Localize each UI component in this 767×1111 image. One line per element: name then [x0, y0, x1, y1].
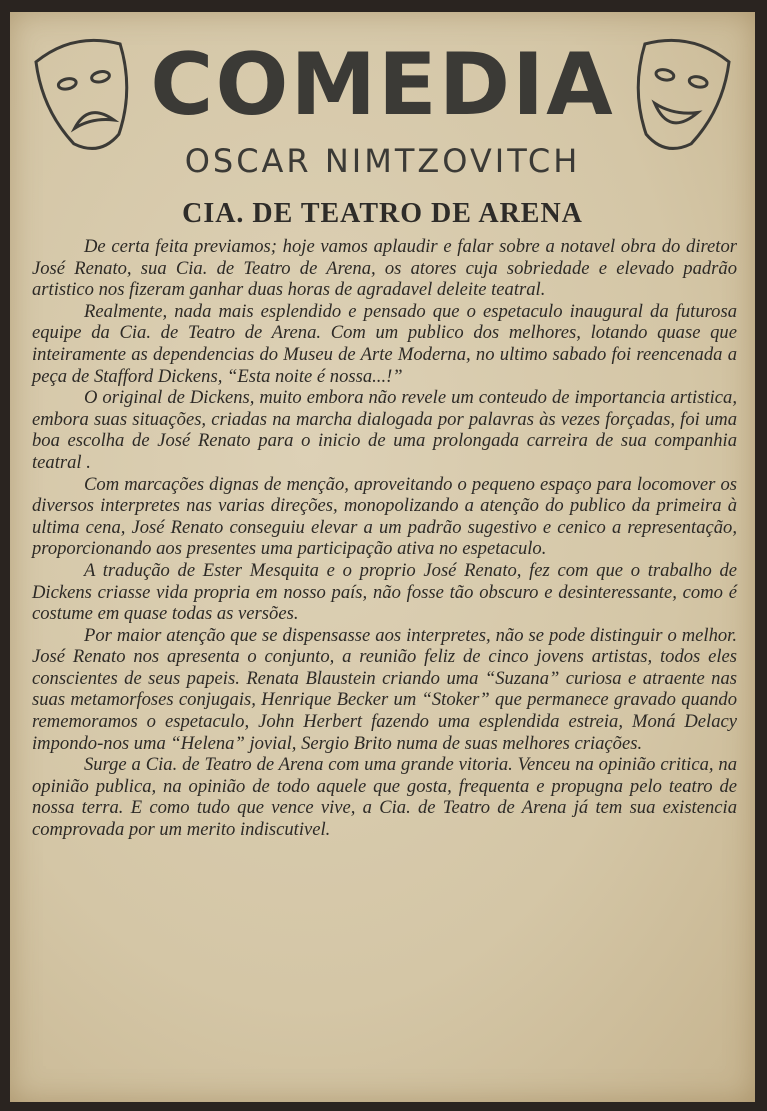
paragraph: O original de Dickens, muito embora não revele um conteudo de importancia artistica, embora suas situações, criadas na marcha dialogada por palavras às vezes forçadas, foi uma boa escolha de José Renato para o inicio de uma prolongada carreira de sua companhia teatral . — [32, 387, 737, 473]
article-headline: CIA. DE TEATRO DE ARENA — [182, 198, 583, 229]
author-name: OSCAR NIMTZOVITCH — [184, 142, 581, 180]
paragraph: De certa feita previamos; hoje vamos aplaudir e falar sobre a notavel obra do diretor José Renato, sua Cia. de Teatro de Arena, os atores cuja sobriedade e elevado padrão artistico nos fizeram ganhar duas horas de agradavel deleite teatral. — [32, 236, 737, 301]
newspaper-clipping — [10, 12, 755, 1102]
column-title: COMEDIA — [150, 35, 615, 135]
paragraph: Por maior atenção que se dispensasse aos interpretes, não se pode distinguir o melhor. José Renato nos apresenta o conjunto, a reunião feliz de cinco jovens artistas, todos eles conscientes de seus papeis. Renata Blaustein criando uma “Suzana” curiosa e atraente nas suas metamorfoses conjugais, Henrique Becker um “Stoker” que permanece gravado quando rememoramos o espetaculo, John Herbert fazendo uma esplendida estreia, Moná Delacy impondo-nos uma “Helena” jovial, Sergio Brito numa de suas melhores criações. — [32, 624, 737, 754]
paragraph: A tradução de Ester Mesquita e o proprio José Renato, fez com que o trabalho de Dickens criasse vida propria em nosso país, não fosse tão obscuro e desinteressante, como é costume em quase todas as versões. — [32, 559, 737, 625]
paragraph: Realmente, nada mais esplendido e pensado que o espetaculo inaugural da futurosa equipe da Cia. de Teatro de Arena. Com um publico dos melhores, lotando quase que inteiramente as dependencias do Museu de Arte Moderna, no ultimo sabado foi reencenada a peça de Stafford Dickens, “Esta noite é nossa...!” — [32, 300, 737, 387]
paragraph: Surge a Cia. de Teatro de Arena com uma grande vitoria. Venceu na opinião critica, na opinião publica, na opinião de todo aquele que gosta, frequenta e propugna pelo teatro de nossa terra. E como tudo que vence vive, a Cia. de Teatro de Arena já tem sua existencia comprovada por um merito indiscutivel. — [32, 754, 737, 841]
paragraph: Com marcações dignas de menção, aproveitando o pequeno espaço para locomover os diversos interpretes nas varias direções, monopolizando a atenção do publico da primeira à ultima cena, José Renato conseguiu elevar a um padrão sugestivo e cenico a representação, proporcionando aos presentes uma participação ativa no espetaculo. — [32, 473, 737, 560]
article-body — [32, 236, 737, 841]
